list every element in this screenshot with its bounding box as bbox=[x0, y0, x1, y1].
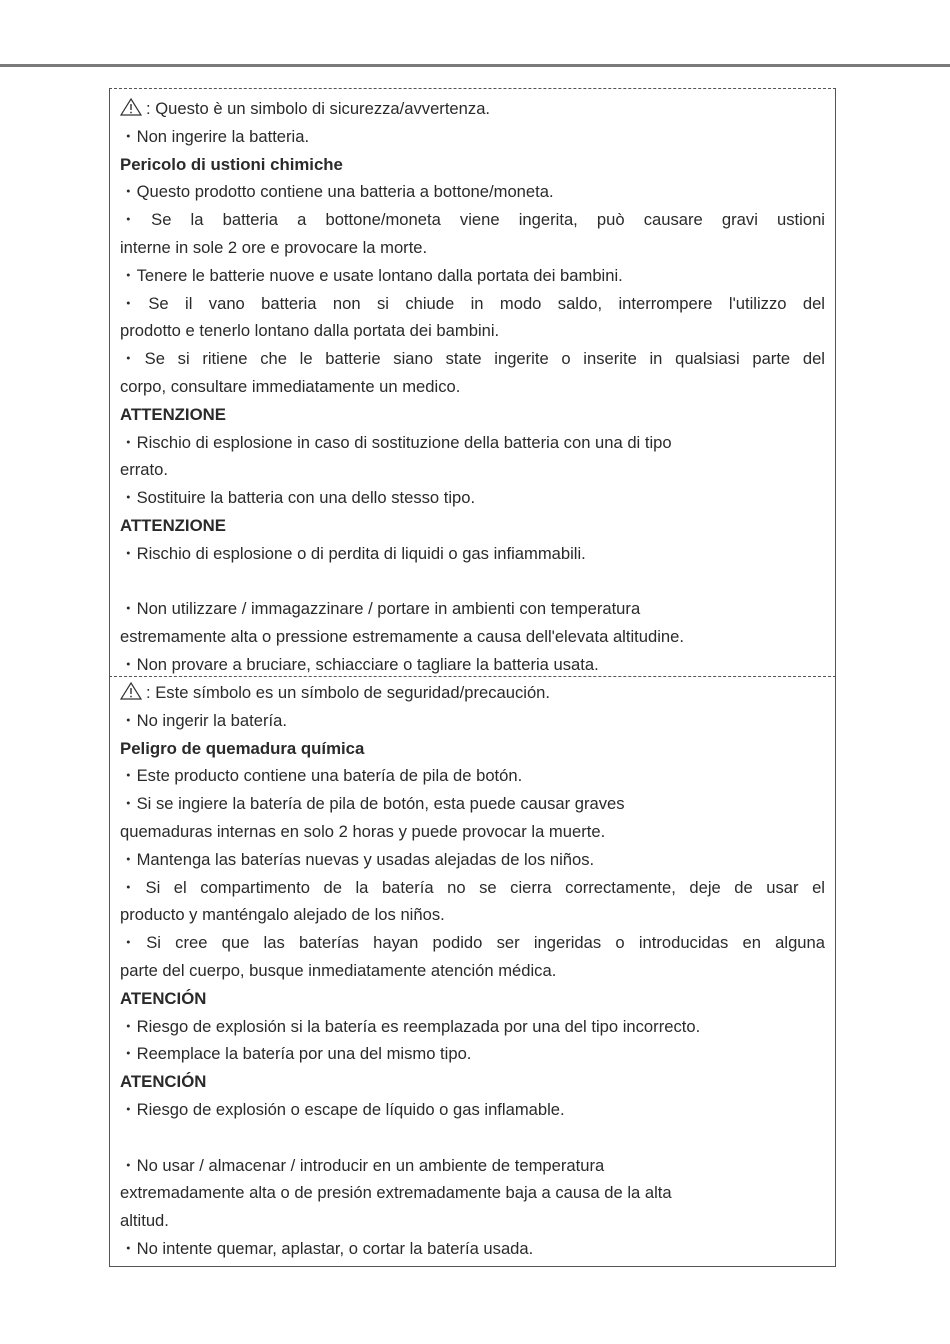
section-heading: ATTENZIONE bbox=[120, 404, 226, 424]
symbol-text: : Este símbolo es un símbolo de seguridad/precaución. bbox=[146, 683, 551, 702]
text-line: ・Si se ingiere la batería de pila de botón, esta puede causar graves bbox=[120, 794, 625, 814]
blank-line bbox=[120, 1124, 825, 1152]
text-line: altitud. bbox=[120, 1211, 169, 1231]
text-line: ・Si cree que las baterías hayan podido ser ingeridas o introducidas en alguna bbox=[120, 933, 825, 953]
blank-line bbox=[120, 568, 825, 596]
text-line: ・Non ingerire la batteria. bbox=[120, 126, 310, 146]
header-rule bbox=[0, 64, 950, 67]
text-line: ・Este producto contiene una batería de pila de botón. bbox=[120, 766, 523, 786]
text-line: ・No intente quemar, aplastar, o cortar la batería usada. bbox=[120, 1238, 534, 1258]
spanish-warning-box bbox=[109, 677, 836, 1267]
section-heading: ATENCIÓN bbox=[120, 1072, 207, 1092]
text-line: ・Riesgo de explosión si la batería es reemplazada por una del tipo incorrecto. bbox=[120, 1016, 701, 1036]
text-line: extremadamente alta o de presión extremadamente baja a causa de la alta bbox=[120, 1183, 672, 1203]
text-line: ・Reemplace la batería por una del mismo tipo. bbox=[120, 1044, 472, 1064]
text-line: ・Riesgo de explosión o escape de líquido o gas inflamable. bbox=[120, 1099, 565, 1119]
section-heading: Peligro de quemadura química bbox=[120, 738, 365, 758]
text-line: ・Se la batteria a bottone/moneta viene ingerita, può causare gravi ustioni bbox=[120, 210, 825, 230]
text-line: ・Rischio di esplosione in caso di sostituzione della batteria con una di tipo bbox=[120, 432, 672, 452]
text-line: ・Non provare a bruciare, schiacciare o tagliare la batteria usata. bbox=[120, 654, 599, 674]
symbol-text: : Questo è un simbolo di sicurezza/avvertenza. bbox=[146, 99, 491, 118]
text-line: ・Sostituire la batteria con una dello stesso tipo. bbox=[120, 488, 476, 508]
text-line: estremamente alta o pressione estremamente a causa dell'elevata altitudine. bbox=[120, 627, 684, 647]
text-line: parte del cuerpo, busque inmediatamente atención médica. bbox=[120, 960, 557, 980]
text-line: ・Questo prodotto contiene una batteria a bottone/moneta. bbox=[120, 182, 554, 202]
text-line: ・Non utilizzare / immagazzinare / portare in ambienti con temperatura bbox=[120, 599, 641, 619]
text-line: corpo, consultare immediatamente un medico. bbox=[120, 376, 461, 396]
text-line: interne in sole 2 ore e provocare la morte. bbox=[120, 237, 428, 257]
italian-warning-box bbox=[109, 88, 836, 677]
text-line: ・Tenere le batterie nuove e usate lontano dalla portata dei bambini. bbox=[120, 265, 623, 285]
text-line: ・Mantenga las baterías nuevas y usadas alejadas de los niños. bbox=[120, 849, 595, 869]
text-line: ・No ingerir la batería. bbox=[120, 710, 287, 730]
warning-triangle-icon bbox=[120, 98, 142, 116]
text-line: ・Se il vano batteria non si chiude in modo saldo, interrompere l'utilizzo del bbox=[120, 293, 825, 313]
section-heading: ATTENZIONE bbox=[120, 515, 226, 535]
text-line: ・Rischio di esplosione o di perdita di liquidi o gas infiammabili. bbox=[120, 543, 586, 563]
text-line: errato. bbox=[120, 460, 168, 480]
section-heading: ATENCIÓN bbox=[120, 988, 207, 1008]
text-line: producto y manténgalo alejado de los niños. bbox=[120, 905, 445, 925]
section-heading: Pericolo di ustioni chimiche bbox=[120, 154, 343, 174]
warning-triangle-icon bbox=[120, 682, 142, 700]
text-line: ・Se si ritiene che le batterie siano state ingerite o inserite in qualsiasi parte del bbox=[120, 349, 825, 369]
warning-symbol-line bbox=[120, 679, 825, 707]
text-line: ・Si el compartimento de la batería no se cierra correctamente, deje de usar el bbox=[120, 877, 825, 897]
warning-symbol-line bbox=[120, 95, 825, 123]
text-line: ・No usar / almacenar / introducir en un ambiente de temperatura bbox=[120, 1155, 605, 1175]
text-line: prodotto e tenerlo lontano dalla portata dei bambini. bbox=[120, 321, 500, 341]
text-line: quemaduras internas en solo 2 horas y puede provocar la muerte. bbox=[120, 821, 606, 841]
